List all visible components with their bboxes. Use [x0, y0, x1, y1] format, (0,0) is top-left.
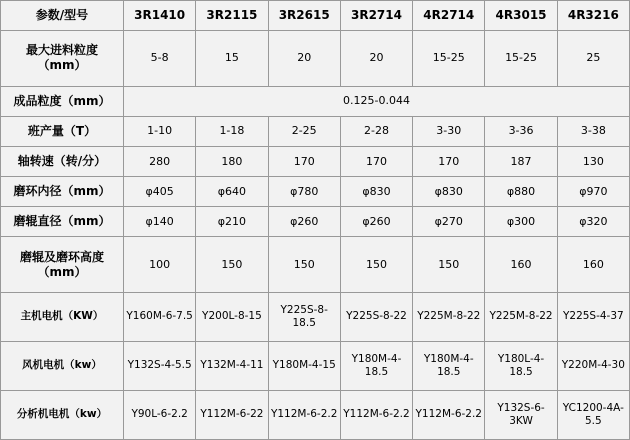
cell-8-2: Y180M-4-15	[268, 341, 340, 390]
table-row	[1, 390, 630, 439]
row-label-text-4: 磨环内径	[13, 184, 62, 199]
row-label-text-1: 成品粒度	[13, 93, 62, 108]
cell-5-5: φ300	[485, 207, 557, 237]
row-label-9	[1, 390, 124, 439]
cell-4-3: φ830	[340, 177, 412, 207]
cell-3-4: 170	[413, 146, 485, 176]
cell-7-4: Y225M-8-22	[413, 292, 485, 341]
cell-2-5: 3-36	[485, 116, 557, 146]
cell-7-2: Y225S-8-18.5	[268, 292, 340, 341]
cell-4-4: φ830	[413, 177, 485, 207]
row-label-text-9: 分析机电机（kw）	[16, 408, 108, 421]
cell-5-0: φ140	[124, 207, 196, 237]
cell-0-4: 15-25	[413, 31, 485, 86]
cell-4-1: φ640	[196, 177, 268, 207]
table-row	[1, 237, 630, 292]
cell-8-4: Y180M-4-18.5	[413, 341, 485, 390]
cell-9-2: Y112M-6-2.2	[268, 390, 340, 439]
row-label-2	[1, 116, 124, 146]
table-row	[1, 31, 630, 86]
cell-9-0: Y90L-6-2.2	[124, 390, 196, 439]
cell-5-2: φ260	[268, 207, 340, 237]
cell-0-5: 15-25	[485, 31, 557, 86]
row-label-5	[1, 207, 124, 237]
cell-4-0: φ405	[124, 177, 196, 207]
row-label-1	[1, 86, 124, 116]
cell-8-5: Y180L-4-18.5	[485, 341, 557, 390]
row-label-unit-5: （mm）	[61, 214, 111, 229]
cell-2-1: 1-18	[196, 116, 268, 146]
cell-0-2: 20	[268, 31, 340, 86]
cell-8-1: Y132M-4-11	[196, 341, 268, 390]
cell-7-3: Y225S-8-22	[340, 292, 412, 341]
header-model-5: 4R3015	[485, 1, 557, 31]
header-model-4: 4R2714	[413, 1, 485, 31]
cell-5-4: φ270	[413, 207, 485, 237]
row-label-text-0: 最大进料粒度	[25, 43, 98, 58]
row-label-unit-0: （mm）	[37, 58, 87, 73]
table-row	[1, 86, 630, 116]
row-label-text-6: 磨辊及磨环高度	[19, 249, 104, 264]
cell-9-6: YC1200-4A-5.5	[557, 390, 629, 439]
cell-1-merged: 0.125-0.044	[124, 86, 630, 116]
cell-0-3: 20	[340, 31, 412, 86]
header-model-2: 3R2615	[268, 1, 340, 31]
header-param-label: 参数/型号	[1, 1, 124, 31]
header-model-0: 3R1410	[124, 1, 196, 31]
cell-0-1: 15	[196, 31, 268, 86]
row-label-unit-6: （mm）	[37, 264, 87, 279]
row-label-text-3: 轴转速（转/分）	[17, 154, 107, 168]
cell-8-6: Y220M-4-30	[557, 341, 629, 390]
cell-6-0: 100	[124, 237, 196, 292]
cell-9-1: Y112M-6-22	[196, 390, 268, 439]
cell-3-2: 170	[268, 146, 340, 176]
cell-2-0: 1-10	[124, 116, 196, 146]
row-label-unit-4: （mm）	[61, 184, 111, 199]
table-row	[1, 177, 630, 207]
table-row	[1, 116, 630, 146]
cell-6-5: 160	[485, 237, 557, 292]
cell-2-4: 3-30	[413, 116, 485, 146]
cell-3-0: 280	[124, 146, 196, 176]
table-row	[1, 292, 630, 341]
cell-7-6: Y225S-4-37	[557, 292, 629, 341]
cell-6-1: 150	[196, 237, 268, 292]
cell-7-0: Y160M-6-7.5	[124, 292, 196, 341]
row-label-0	[1, 31, 124, 86]
cell-9-5: Y132S-6-3KW	[485, 390, 557, 439]
cell-6-2: 150	[268, 237, 340, 292]
header-model-1: 3R2115	[196, 1, 268, 31]
row-label-text-7: 主机电机（KW）	[20, 310, 104, 323]
cell-5-1: φ210	[196, 207, 268, 237]
cell-6-4: 150	[413, 237, 485, 292]
row-label-8	[1, 341, 124, 390]
cell-5-6: φ320	[557, 207, 629, 237]
cell-4-5: φ880	[485, 177, 557, 207]
row-label-unit-1: （mm）	[61, 93, 111, 108]
cell-9-3: Y112M-6-2.2	[340, 390, 412, 439]
cell-0-0: 5-8	[124, 31, 196, 86]
row-label-7	[1, 292, 124, 341]
cell-3-1: 180	[196, 146, 268, 176]
cell-4-6: φ970	[557, 177, 629, 207]
table-row	[1, 146, 630, 176]
cell-0-6: 25	[557, 31, 629, 86]
cell-9-4: Y112M-6-2.2	[413, 390, 485, 439]
cell-4-2: φ780	[268, 177, 340, 207]
table-row	[1, 341, 630, 390]
cell-5-3: φ260	[340, 207, 412, 237]
cell-2-6: 3-38	[557, 116, 629, 146]
header-model-3: 3R2714	[340, 1, 412, 31]
cell-3-5: 187	[485, 146, 557, 176]
cell-3-3: 170	[340, 146, 412, 176]
cell-8-3: Y180M-4-18.5	[340, 341, 412, 390]
cell-6-6: 160	[557, 237, 629, 292]
row-label-text-8: 风机电机（kw）	[22, 359, 102, 372]
cell-8-0: Y132S-4-5.5	[124, 341, 196, 390]
row-label-3	[1, 146, 124, 176]
row-label-text-5: 磨辊直径	[13, 214, 62, 229]
header-model-6: 4R3216	[557, 1, 629, 31]
cell-2-2: 2-25	[268, 116, 340, 146]
row-label-4	[1, 177, 124, 207]
table-row	[1, 207, 630, 237]
table-header-row	[1, 1, 630, 31]
row-label-text-2: 班产量（T）	[27, 123, 97, 138]
cell-3-6: 130	[557, 146, 629, 176]
cell-7-1: Y200L-8-15	[196, 292, 268, 341]
cell-2-3: 2-28	[340, 116, 412, 146]
cell-6-3: 150	[340, 237, 412, 292]
cell-7-5: Y225M-8-22	[485, 292, 557, 341]
row-label-6	[1, 237, 124, 292]
